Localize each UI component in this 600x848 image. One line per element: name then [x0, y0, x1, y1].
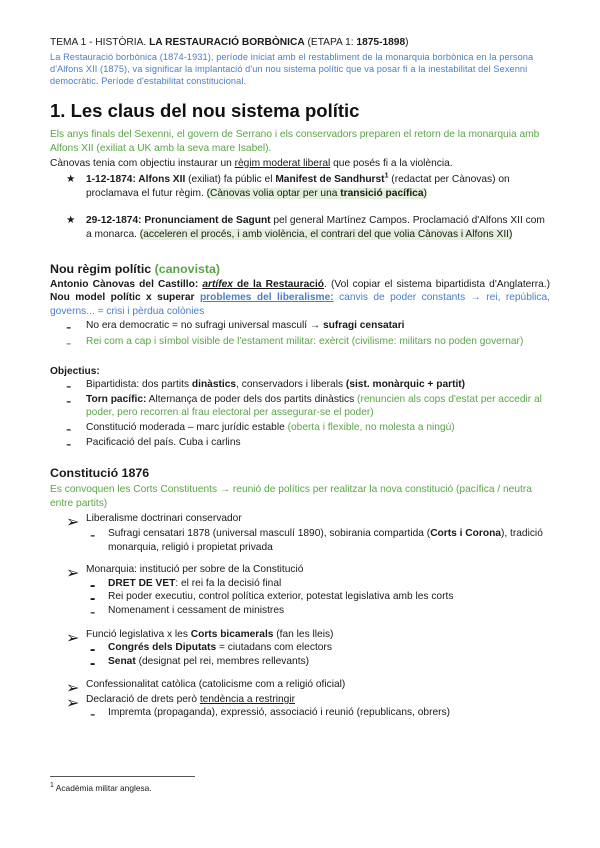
subsection-heading: Constitució 1876 — [50, 466, 150, 481]
list-item: - Rei poder executiu, control política exterior, potestat legislativa amb les corts — [90, 590, 454, 608]
footnote-divider — [50, 776, 195, 777]
list-item: - DRET DE VET: el rei fa la decisió final — [90, 576, 282, 594]
list-item: - No era democratic = no sufragi universal masculí → sufragi censatari — [66, 319, 405, 337]
paragraph: Els anys finals del Sexenni, el govern de Serrano i els conservadors preparen el retorn de la monarquia amb Alfons XII (exiliat a UK amb la seva mare Isabel). — [50, 129, 540, 155]
arrow-bullet-icon: ➢ — [66, 629, 80, 647]
footnote-ref[interactable]: 1 — [384, 172, 389, 180]
intro-paragraph: La Restauració borbònica (1874-1931), període iniciat amb el restabliment de la monarquia borbònica en la persona d'Alfons XII (1875), va significar la implantació d'un nou sistema polític que va posar fi a la inestabilitat del Sexenni democràtic. Període d'estabilitat constitucional. — [50, 51, 534, 87]
list-item: ➢ Liberalisme doctrinari conservador — [66, 513, 242, 532]
list-item: - Bipartidista: dos partits dinàstics, conservadors i liberals (sist. monàrquic + partit) — [66, 378, 466, 396]
list-item: - Constitució moderada – marc jurídic estable (oberta i flexible, no molesta a ningú) — [66, 420, 455, 438]
paragraph: Antonio Cànovas del Castillo: artífex de la Restauració. (Vol copiar el sistema bipartidista d'Anglaterra.) Nou model polític x superar problemes del liberalisme: canvis de poder constants → rei, república, governs... = crisi i pèrdua colònies — [50, 278, 550, 317]
list-item: - Rei com a cap i símbol visible de l'estament militar: exèrcit (civilisme: militars no poden governar) — [66, 335, 524, 353]
list-item: ➢ Confessionalitat catòlica (catolicisme com a religió oficial) — [66, 679, 346, 698]
arrow-bullet-icon: ➢ — [66, 514, 80, 532]
doc-title: LA RESTAURACIÓ BORBÒNICA — [149, 37, 305, 48]
subsection-heading: Objectius: — [50, 365, 100, 377]
list-item: ➢ Monarquia: institució per sobre de la Constitució — [66, 564, 304, 583]
list-item: - Sufragi censatari 1878 (universal masculí 1890), sobirania compartida (Corts i Corona), tradició monarquia, religió i propietat privada — [90, 526, 543, 553]
section-heading: 1. Les claus del nou sistema polític — [50, 100, 360, 122]
list-item: ★ 1-12-1874: Alfons XII (exiliat) fa públic el Manifest de Sandhurst$^1$ (redactat per Cànovas) on proclamava el futur règim. (Cànovas volia optar per una transició pacífica) — [66, 172, 510, 199]
list-item: - Pacificació del país. Cuba i carlins — [66, 435, 241, 453]
subsection-heading: Nou règim polític (canovista) — [50, 261, 221, 276]
list-item: ★ 29-12-1874: Pronunciament de Sagunt pel general Martínez Campos. Proclamació d'Alfons XII com a monarca. (acceleren el procés, i amb violència, el contrari del que volia Cànovas i Alfons XII) — [66, 214, 545, 241]
arrow-bullet-icon: ➢ — [66, 694, 80, 712]
arrow-bullet-icon: ➢ — [66, 680, 80, 698]
list-item: - Impremta (propaganda), expressió, associació i reunió (republicans, obrers) — [90, 706, 451, 724]
star-bullet-icon: ★ — [66, 214, 76, 227]
arrow-bullet-icon: ➢ — [66, 565, 80, 583]
paragraph: Cànovas tenia com objectiu instaurar un règim moderat liberal que posés fi a la violència. — [50, 157, 453, 169]
star-bullet-icon: ★ — [66, 173, 76, 186]
list-item: - Torn pacífic: Alternança de poder dels dos partits dinàstics (renuncien als cops d'estat per accedir al poder, pero recorren al frau electoral per assegurar-se el poder) — [66, 392, 542, 419]
list-item: - Senat (designat pel rei, membres rellevants) — [90, 654, 310, 672]
list-item: ➢ Funció legislativa x les Corts bicamerals (fan les lleis) — [66, 628, 334, 647]
list-item: - Congrés dels Diputats = ciutadans com electors — [90, 641, 332, 659]
paragraph: Es convoquen les Corts Constituents → reunió de polítics per realitzar la nova constitució (pacífica / neutra entre partits) — [50, 484, 532, 509]
list-item: ➢ Declaració de drets però tendència a restringir — [66, 693, 295, 712]
footnote: $^1$ Acadèmia militar anglesa. — [50, 782, 152, 793]
doc-header: TEMA 1 - HISTÒRIA. LA RESTAURACIÓ BORBÒNICA (ETAPA 1: 1875-1898) — [50, 37, 409, 48]
list-item: - Nomenament i cessament de ministres — [90, 603, 285, 621]
document-page — [50, 36, 550, 724]
